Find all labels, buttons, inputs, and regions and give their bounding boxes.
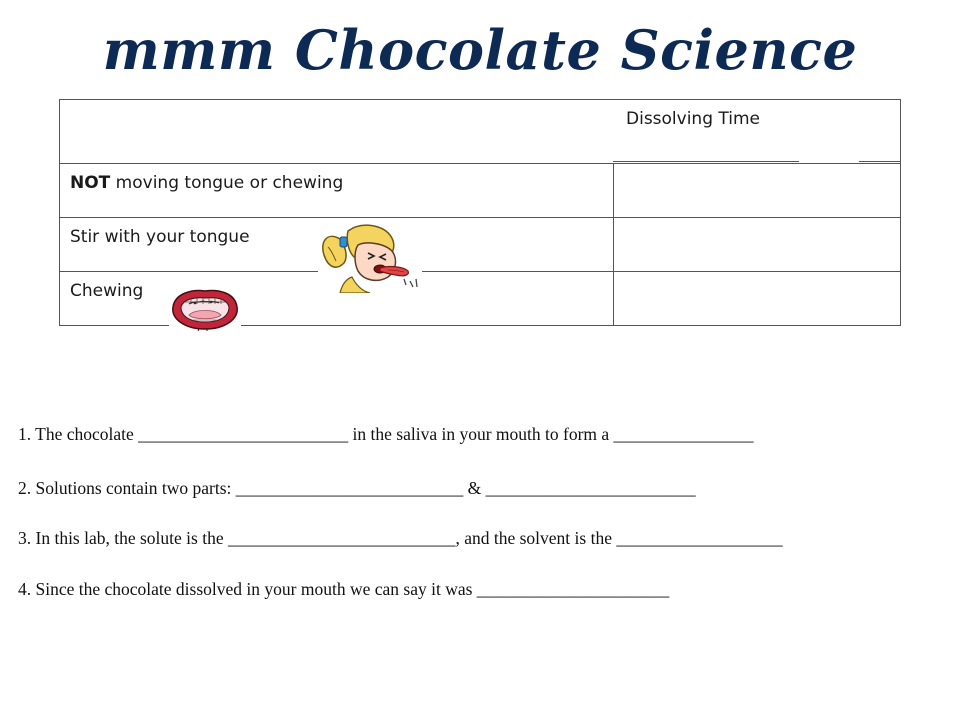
table-row-divider <box>60 271 900 272</box>
question-1: 1. The chocolate ________________________ in the saliva in your mouth to form a ________________ <box>18 424 754 444</box>
chewing-mouth-icon <box>169 287 241 331</box>
header-underline <box>859 161 901 162</box>
table-row-divider <box>60 163 900 164</box>
row-label-emphasis: NOT <box>70 173 111 193</box>
row-label-not-moving <box>70 173 343 193</box>
table-row-divider <box>60 217 900 218</box>
page-title: mmm Chocolate Science <box>102 18 858 82</box>
question-3: 3. In this lab, the solute is the __________________________, and the solvent is the ___________________ <box>18 528 783 548</box>
column-header-dissolving-time: Dissolving Time <box>626 109 761 129</box>
row-label-text: moving tongue or chewing <box>110 173 344 193</box>
question-2: 2. Solutions contain two parts: __________________________ & ________________________ <box>18 478 696 498</box>
question-4: 4. Since the chocolate dissolved in your mouth we can say it was ______________________ <box>18 579 670 599</box>
table-column-divider <box>613 163 614 325</box>
tongue-out-girl-icon <box>318 221 422 293</box>
header-underline <box>613 161 799 162</box>
row-label-stir-tongue: Stir with your tongue <box>70 227 250 247</box>
row-label-chewing: Chewing <box>70 281 144 301</box>
